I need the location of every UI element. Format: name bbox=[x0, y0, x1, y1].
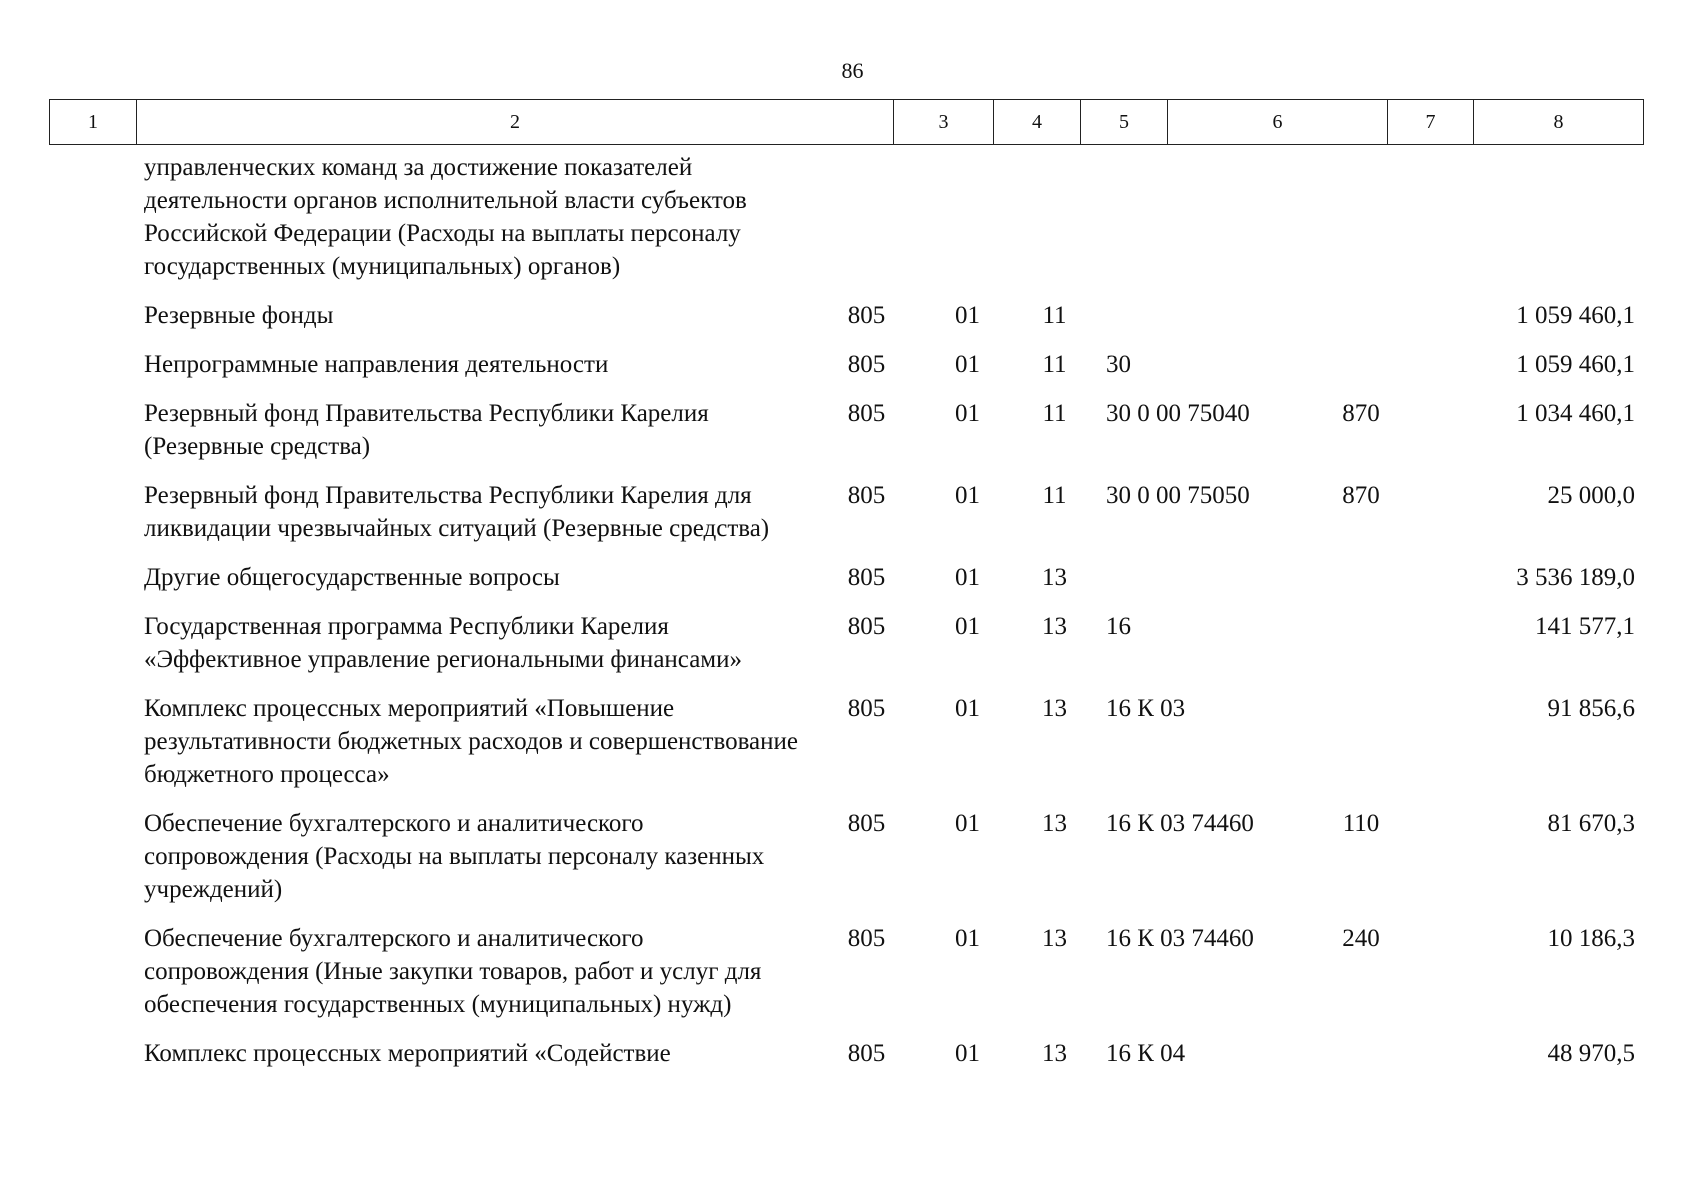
row-glava: 805 bbox=[847, 925, 886, 952]
table-row bbox=[49, 807, 1643, 922]
row-razdel: 01 bbox=[955, 613, 980, 640]
row-vid: 110 bbox=[1342, 810, 1380, 837]
table-row bbox=[49, 610, 1643, 692]
row-glava: 805 bbox=[847, 351, 886, 378]
table-row bbox=[49, 397, 1643, 479]
row-target: 16 bbox=[1106, 613, 1131, 640]
row-target: 30 0 00 75050 bbox=[1106, 482, 1250, 509]
row-glava: 805 bbox=[847, 1040, 886, 1067]
row-sum: 10 186,3 bbox=[1547, 925, 1635, 952]
table-row bbox=[49, 561, 1643, 610]
column-number-7: 7 bbox=[1388, 100, 1474, 145]
row-glava: 805 bbox=[847, 400, 886, 427]
row-glava: 805 bbox=[847, 564, 886, 591]
row-glava bbox=[809, 151, 924, 299]
row-podrazdel: 11 bbox=[1042, 302, 1067, 329]
row-vid: 240 bbox=[1342, 925, 1380, 952]
row-name: Другие общегосударственные вопросы bbox=[144, 564, 560, 591]
row-razdel: 01 bbox=[955, 925, 980, 952]
row-target: 30 bbox=[1106, 351, 1131, 378]
table-row bbox=[49, 348, 1643, 397]
row-target bbox=[1098, 561, 1318, 610]
row-vid bbox=[1318, 561, 1404, 610]
row-vid bbox=[1318, 610, 1404, 692]
row-sum: 48 970,5 bbox=[1547, 1040, 1635, 1067]
row-razdel: 01 bbox=[955, 695, 980, 722]
row-target bbox=[1098, 299, 1318, 348]
table-row bbox=[49, 151, 1643, 299]
row-target: 16 К 04 bbox=[1106, 1040, 1186, 1067]
row-target: 16 К 03 74460 bbox=[1106, 925, 1254, 952]
row-glava: 805 bbox=[847, 613, 886, 640]
row-razdel: 01 bbox=[955, 482, 980, 509]
row-vid: 870 bbox=[1342, 400, 1380, 427]
row-sum: 81 670,3 bbox=[1547, 810, 1635, 837]
row-vid bbox=[1318, 1037, 1404, 1086]
row-vid: 870 bbox=[1342, 482, 1380, 509]
row-name: Обеспечение бухгалтерского и аналитического сопровождения (Расходы на выплаты персоналу казенных учреждений) bbox=[144, 810, 765, 903]
row-name: управленческих команд за достижение показателей деятельности органов исполнительной власти субъектов Российской Федерации (Расходы на выплаты персоналу государственных (муниципальных) органов) bbox=[144, 154, 747, 280]
row-glava: 805 bbox=[847, 810, 886, 837]
row-target: 16 К 03 74460 bbox=[1106, 810, 1254, 837]
row-name: Комплекс процессных мероприятий «Повышение результативности бюджетных расходов и совершенствование бюджетного процесса» bbox=[144, 695, 799, 788]
budget-table bbox=[49, 151, 1643, 1086]
row-name: Обеспечение бухгалтерского и аналитического сопровождения (Иные закупки товаров, работ и услуг для обеспечения государственных (муниципальных) нужд) bbox=[144, 925, 762, 1018]
row-name: Резервный фонд Правительства Республики Карелия для ликвидации чрезвычайных ситуаций (Резервные средства) bbox=[144, 482, 770, 542]
row-name: Резервные фонды bbox=[144, 302, 334, 329]
column-number-2: 2 bbox=[137, 100, 894, 145]
column-number-1: 1 bbox=[50, 100, 137, 145]
row-podrazdel: 11 bbox=[1042, 400, 1067, 427]
row-podrazdel: 13 bbox=[1042, 564, 1067, 591]
row-podrazdel bbox=[1011, 151, 1098, 299]
row-vid bbox=[1318, 348, 1404, 397]
row-podrazdel: 13 bbox=[1042, 810, 1067, 837]
column-number-8: 8 bbox=[1474, 100, 1644, 145]
table-row bbox=[49, 922, 1643, 1037]
row-sum: 1 034 460,1 bbox=[1516, 400, 1635, 427]
column-header-table bbox=[49, 99, 1644, 145]
row-podrazdel: 13 bbox=[1042, 1040, 1067, 1067]
row-name: Государственная программа Республики Карелия «Эффективное управление региональными финансами» bbox=[144, 613, 742, 673]
row-sum: 25 000,0 bbox=[1547, 482, 1635, 509]
row-sum: 1 059 460,1 bbox=[1516, 302, 1635, 329]
column-number-4: 4 bbox=[994, 100, 1081, 145]
row-sum bbox=[1404, 151, 1643, 299]
column-header-row bbox=[50, 100, 1644, 145]
row-vid bbox=[1318, 692, 1404, 807]
table-row bbox=[49, 299, 1643, 348]
row-glava: 805 bbox=[847, 695, 886, 722]
row-sum: 91 856,6 bbox=[1547, 695, 1635, 722]
row-razdel: 01 bbox=[955, 1040, 980, 1067]
row-sum: 1 059 460,1 bbox=[1516, 351, 1635, 378]
row-target: 16 К 03 bbox=[1106, 695, 1186, 722]
column-number-6: 6 bbox=[1168, 100, 1388, 145]
row-podrazdel: 13 bbox=[1042, 613, 1067, 640]
row-podrazdel: 13 bbox=[1042, 925, 1067, 952]
row-razdel: 01 bbox=[955, 351, 980, 378]
row-razdel: 01 bbox=[955, 564, 980, 591]
row-glava: 805 bbox=[847, 302, 886, 329]
row-podrazdel: 11 bbox=[1042, 482, 1067, 509]
row-target: 30 0 00 75040 bbox=[1106, 400, 1250, 427]
row-vid bbox=[1318, 299, 1404, 348]
row-podrazdel: 11 bbox=[1042, 351, 1067, 378]
row-razdel: 01 bbox=[955, 400, 980, 427]
row-name: Резервный фонд Правительства Республики Карелия (Резервные средства) bbox=[144, 400, 709, 460]
column-number-5: 5 bbox=[1081, 100, 1168, 145]
row-razdel bbox=[924, 151, 1011, 299]
table-row bbox=[49, 479, 1643, 561]
row-name: Комплекс процессных мероприятий «Содействие bbox=[144, 1040, 671, 1067]
row-glava: 805 bbox=[847, 482, 886, 509]
row-podrazdel: 13 bbox=[1042, 695, 1067, 722]
row-sum: 141 577,1 bbox=[1535, 613, 1635, 640]
row-razdel: 01 bbox=[955, 810, 980, 837]
column-number-3: 3 bbox=[894, 100, 994, 145]
row-sum: 3 536 189,0 bbox=[1516, 564, 1635, 591]
row-razdel: 01 bbox=[955, 302, 980, 329]
table-row bbox=[49, 1037, 1643, 1086]
row-vid bbox=[1318, 151, 1404, 299]
page-number: 86 bbox=[841, 58, 864, 83]
table-row bbox=[49, 692, 1643, 807]
row-target bbox=[1098, 151, 1318, 299]
row-name: Непрограммные направления деятельности bbox=[144, 351, 609, 378]
